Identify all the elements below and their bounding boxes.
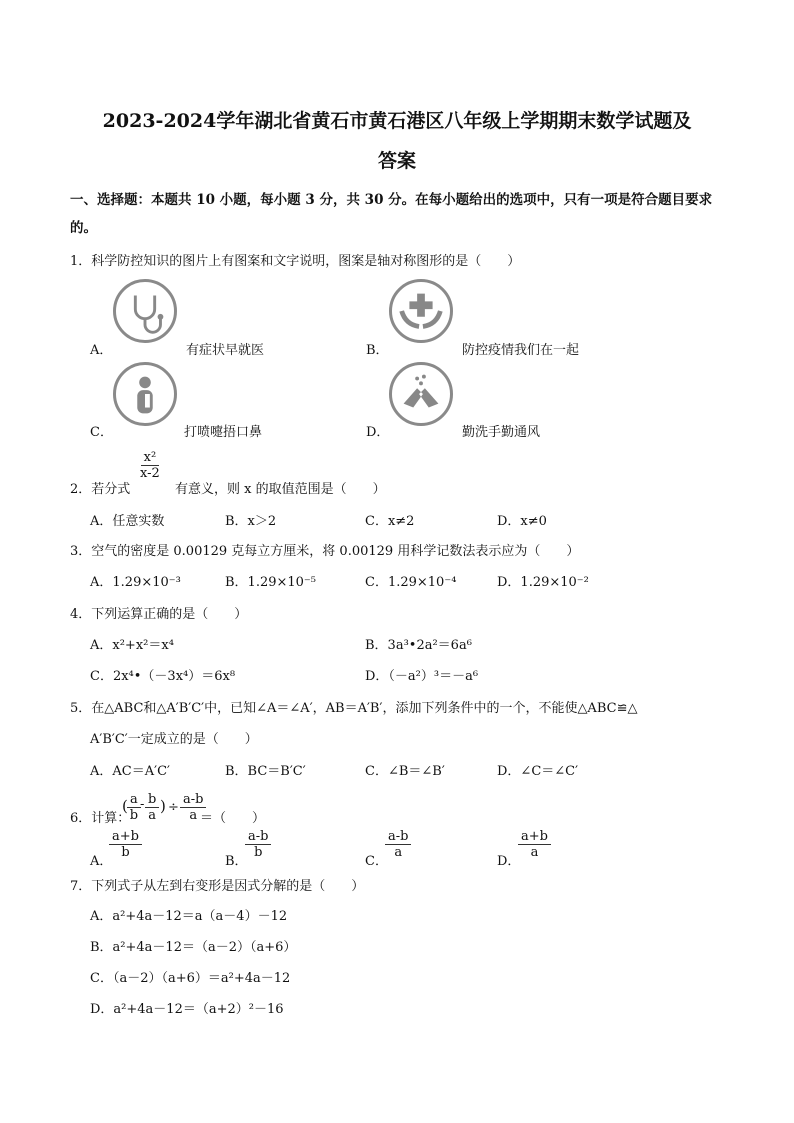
- q2-suffix: 有意义，则 x 的取值范围是（ ）: [175, 482, 386, 497]
- denominator: b: [121, 845, 130, 860]
- numerator: a: [127, 792, 141, 808]
- q6-option-c-label: C．: [365, 854, 388, 869]
- doc-title-line1: 2023-2024学年湖北省黄石市黄石港区八年级上学期期末数学试题及: [102, 110, 692, 132]
- numerator: a+b: [518, 829, 551, 845]
- q6-prefix: 6．计算：: [70, 811, 131, 826]
- numerator: a-b: [245, 829, 271, 845]
- stethoscope-icon: [113, 279, 177, 343]
- q6-option-d-fraction: [518, 829, 551, 860]
- q1-option-c-label: C．: [90, 425, 113, 440]
- q6-suffix: ＝（ ）: [200, 811, 266, 826]
- q6-paren-close: ): [160, 797, 166, 815]
- denominator: a: [189, 808, 198, 823]
- q2-option-b: B．x＞2: [225, 514, 277, 529]
- denominator: a: [148, 808, 157, 823]
- q5-stem: 5．在△ABC和△A′B′C′中，已知∠A＝∠A′，AB＝A′B′，添加下列条件中的一个，不能使△ABC≌△: [70, 701, 638, 716]
- doc-title-line2: 答案: [377, 150, 416, 172]
- q2-option-a: A．任意实数: [90, 514, 165, 529]
- denominator: b: [254, 845, 263, 860]
- q7-option-d: D．a²+4a－12＝（a+2）²－16: [90, 1002, 284, 1017]
- q7-option-b: B．a²+4a－12＝（a－2）（a+6）: [90, 940, 297, 955]
- q3-stem: 3．空气的密度是 0.00129 克每立方厘米，将 0.00129 用科学记数法表示应为（ ）: [70, 544, 580, 559]
- q1-option-b-text: 防控疫情我们在一起: [462, 343, 580, 358]
- numerator: x²: [141, 450, 160, 466]
- q4-option-c: C．2x⁴•（－3x⁴）＝6x⁸: [90, 669, 236, 684]
- q6-option-a-label: A．: [90, 854, 113, 869]
- hand-wash-icon: [389, 362, 453, 426]
- q1-option-a-label: A．: [90, 343, 113, 358]
- q7-option-a: A．a²+4a－12＝a（a－4）－12: [90, 909, 288, 924]
- q6-divide: ÷: [168, 800, 179, 815]
- denominator: a: [530, 845, 539, 860]
- q4-option-d: D．（－a²）³＝－a⁶: [365, 669, 479, 684]
- denominator: b: [129, 808, 139, 823]
- q7-stem: 7．下列式子从左到右变形是因式分解的是（ ）: [70, 879, 365, 894]
- denominator: a: [394, 845, 403, 860]
- numerator: a+b: [109, 829, 142, 845]
- q7-option-c: C．（a－2）（a+6）＝a²+4a－12: [90, 971, 291, 986]
- q3-option-b: B．1.29×10⁻⁵: [225, 575, 317, 590]
- hands-cross-icon: [389, 279, 453, 343]
- q3-option-c: C．1.29×10⁻⁴: [365, 575, 457, 590]
- q3-option-d: D．1.29×10⁻²: [497, 575, 589, 590]
- q1-option-a-text: 有症状早就医: [186, 343, 265, 358]
- q6-option-b-label: B．: [225, 854, 248, 869]
- numerator: a-b: [180, 792, 206, 808]
- section-heading-cont: 的。: [70, 220, 97, 236]
- q4-stem: 4．下列运算正确的是（ ）: [70, 607, 248, 622]
- q5-option-d: D．∠C＝∠C′: [497, 764, 579, 779]
- q4-option-a: A．x²+x²＝x⁴: [90, 638, 174, 653]
- q5-option-a: A．AC＝A′C′: [90, 764, 170, 779]
- q6-option-b-fraction: [245, 829, 271, 860]
- q6-option-a-fraction: [109, 829, 142, 860]
- q6-fraction-a: [127, 792, 141, 823]
- q6-fraction-b: [145, 792, 159, 823]
- q6-minus: -: [140, 797, 145, 812]
- denominator: x-2: [140, 466, 160, 481]
- q5-option-b: B．BC＝B′C′: [225, 764, 306, 779]
- q1-option-c-text: 打喷嚏捂口鼻: [184, 425, 263, 440]
- q1-option-d-label: D．: [366, 425, 390, 440]
- q6-option-c-fraction: [385, 829, 411, 860]
- numerator: b: [145, 792, 159, 808]
- q5-stem-cont: A′B′C′一定成立的是（ ）: [90, 732, 258, 747]
- section-heading: 一、选择题：本题共 10 小题，每小题 3 分，共 30 分。在每小题给出的选项中，只有一项是符合题目要求: [70, 192, 713, 208]
- q2-option-c: C．x≠2: [365, 514, 415, 529]
- q6-option-d-label: D．: [497, 854, 521, 869]
- q1-option-d-text: 勤洗手勤通风: [462, 425, 541, 440]
- numerator: a-b: [385, 829, 411, 845]
- person-cough-icon: [113, 362, 177, 426]
- q1-option-b-label: B．: [366, 343, 389, 358]
- q6-paren-open: (: [122, 797, 128, 815]
- q2-option-d: D．x≠0: [497, 514, 547, 529]
- q2-fraction: [140, 450, 160, 481]
- q4-option-b: B．3a³•2a²＝6a⁶: [365, 638, 472, 653]
- q3-option-a: A．1.29×10⁻³: [90, 575, 181, 590]
- q1-stem: 1．科学防控知识的图片上有图案和文字说明，图案是轴对称图形的是（ ）: [70, 254, 521, 269]
- q5-option-c: C．∠B＝∠B′: [365, 764, 445, 779]
- q2-prefix: 2．若分式: [70, 482, 131, 497]
